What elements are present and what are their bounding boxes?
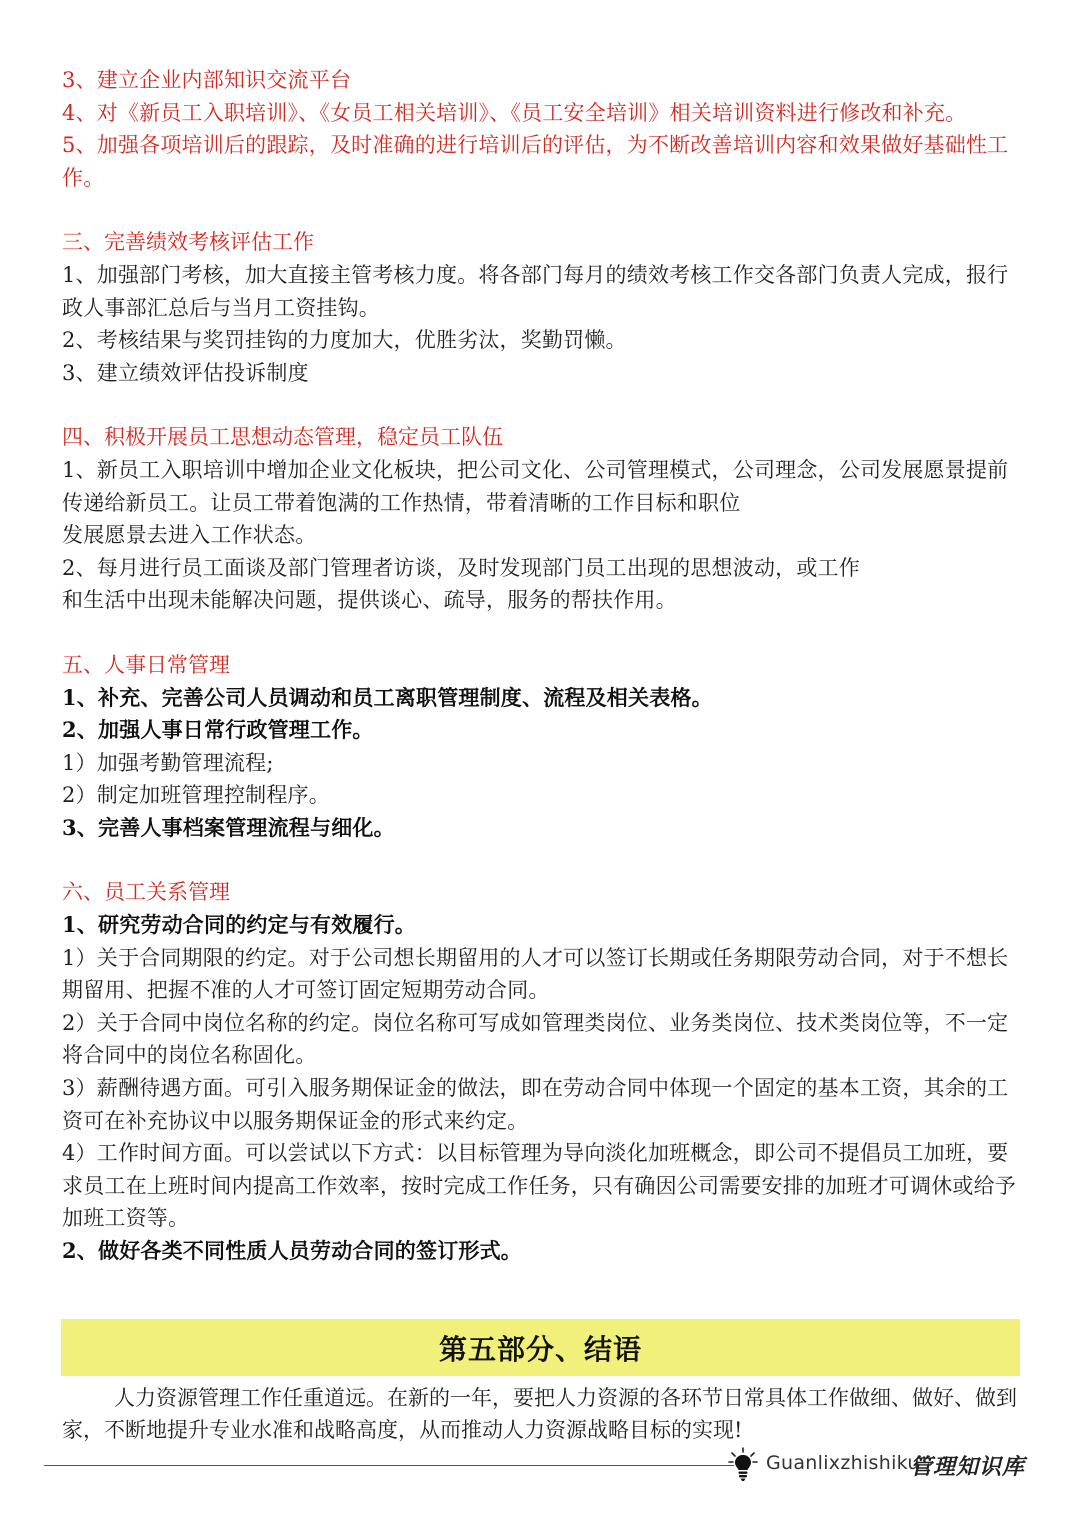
section-3-item-1: 1、加强部门考核，加大直接主管考核力度。将各部门每月的绩效考核工作交各部门负责人完成，报行政人事部汇总后与当月工资挂钩。 xyxy=(62,262,1009,320)
section-3-item-3: 3、建立绩效评估投诉制度 xyxy=(62,360,309,385)
section-4-line-4: 和生活中出现未能解决问题，提供谈心、疏导，服务的帮扶作用。 xyxy=(62,588,677,613)
section-4-line-2: 发展愿景去进入工作状态。 xyxy=(62,523,317,548)
section-6-item-2: 2、做好各类不同性质人员劳动合同的签订形式。 xyxy=(62,1238,523,1263)
section-5-item-2: 2、加强人事日常行政管理工作。 xyxy=(62,717,374,743)
section-6-subitem-2: 2）关于合同中岗位名称的约定。岗位名称可写成如管理类岗位、业务类岗位、技术类岗位等，不一定将合同中的岗位名称固化。 xyxy=(62,1010,1009,1068)
section-5-subitem-2: 2）制定加班管理控制程序。 xyxy=(62,783,330,808)
conclusion-paragraph: 人力资源管理工作任重道远。在新的一年，要把人力资源的各环节日常具体工作做细、做好、做到家，不断地提升专业水准和战略高度，从而推动人力资源战略目标的实现! xyxy=(62,1386,1017,1442)
section-6-heading: 六、员工关系管理 xyxy=(62,880,230,905)
training-item-4: 4、对《新员工入职培训》、《女员工相关培训》、《员工安全培训》相关培训资料进行修改和补充。 xyxy=(62,100,967,125)
training-item-3: 3、建立企业内部知识交流平台 xyxy=(62,68,352,92)
section-5-item-3: 3、完善人事档案管理流程与细化。 xyxy=(62,814,395,840)
section-6-item-1: 1、研究劳动合同的约定与有效履行。 xyxy=(62,912,417,938)
document-body xyxy=(62,64,1020,1268)
footer-brand-cn: 管理知识库 xyxy=(910,1454,1026,1480)
lightbulb-icon xyxy=(728,1447,758,1483)
section-3-item-2: 2、考核结果与奖罚挂钩的力度加大，优胜劣汰，奖勤罚懒。 xyxy=(62,328,627,353)
section-6-subitem-3: 3）薪酬待遇方面。可引入服务期保证金的做法，即在劳动合同中体现一个固定的基本工资，其余的工资可在补充协议中以服务期保证金的形式来约定。 xyxy=(62,1076,1009,1133)
section-6-subitem-4: 4）工作时间方面。可以尝试以下方式：以目标管理为导向淡化加班概念，即公司不提倡员工加班，要求员工在上班时间内提高工作效率，按时完成工作任务，只有确因公司需要安排的加班才可调休或给予加班工资等。 xyxy=(62,1141,1016,1231)
section-5-heading: 五、人事日常管理 xyxy=(62,652,230,677)
section-5-subitem-1: 1）加强考勤管理流程; xyxy=(62,750,274,775)
section-6-subitem-1: 1）关于合同期限的约定。对于公司想长期留用的人才可以签订长期或任务期限劳动合同，对于不想长期留用、把握不准的人才可签订固定短期劳动合同。 xyxy=(62,945,1009,1003)
part-5-title: 第五部分、结语 xyxy=(438,1332,642,1366)
section-5-item-1: 1、补充、完善公司人员调动和员工离职管理制度、流程及相关表格。 xyxy=(62,684,713,710)
section-3-heading: 三、完善绩效考核评估工作 xyxy=(62,230,314,255)
section-4-line-3: 2、每月进行员工面谈及部门管理者访谈，及时发现部门员工出现的思想波动，或工作 xyxy=(62,555,860,580)
section-4-line-1: 1、新员工入职培训中增加企业文化板块，把公司文化、公司管理模式，公司理念，公司发展愿景提前传递给新员工。让员工带着饱满的工作热情，带着清晰的工作目标和职位 xyxy=(62,457,1009,515)
training-item-5: 5、加强各项培训后的跟踪，及时准确的进行培训后的评估，为不断改善培训内容和效果做好基础性工作。 xyxy=(62,133,1009,190)
section-4-heading: 四、积极开展员工思想动态管理，稳定员工队伍 xyxy=(62,425,503,450)
footer-brand-en: Guanlixzhishiku xyxy=(766,1452,920,1474)
part-5-banner xyxy=(61,1319,1020,1376)
footer-divider xyxy=(44,1465,734,1466)
